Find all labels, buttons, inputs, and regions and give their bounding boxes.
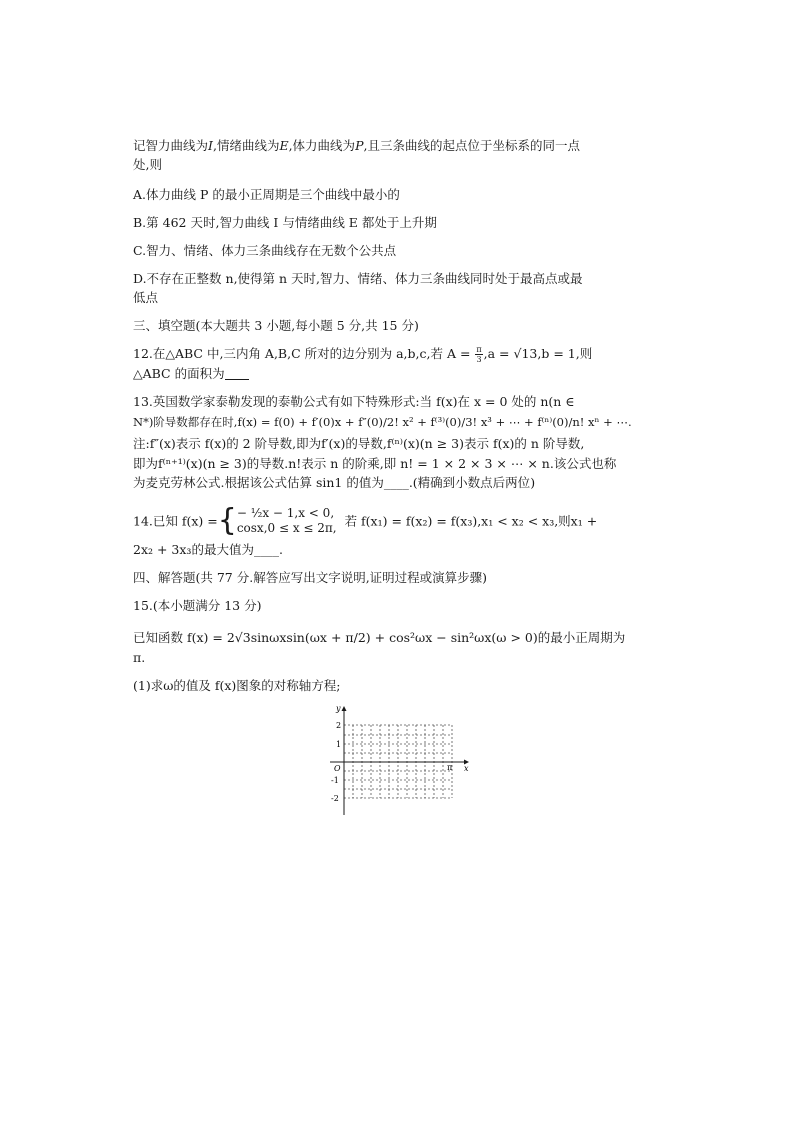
y-tick-neg2: -2 <box>331 794 339 803</box>
q15-line1: 已知函数 f(x) = 2√3sinωxsin(ωx + π/2) + cos²ωx − sin²ωx(ω > 0)的最小正周期为 <box>133 630 626 645</box>
option-c: C.智力、情绪、体力三条曲线存在无数个公共点 <box>133 243 397 258</box>
origin-label: O <box>334 764 341 773</box>
q11-stem-line2: 处,则 <box>133 157 162 172</box>
y-tick-1: 1 <box>336 740 342 749</box>
q13-line2: N*)阶导数都存在时,f(x) = f(0) + f′(0)x + f″(0)/2! x² + f⁽³⁾(0)/3! x³ + ⋯ + f⁽ⁿ⁾(0)/n! xⁿ + ⋯. <box>133 415 632 429</box>
piecewise-brace: { <box>217 503 237 538</box>
q13-line1: 13.英国数学家泰勒发现的泰勒公式有如下特殊形式:当 f(x)在 x = 0 处的 n(n ∈ <box>133 394 575 409</box>
y-axis-label: y <box>336 704 341 713</box>
pi-tick-label: π <box>447 763 453 772</box>
section-4-heading: 四、解答题(共 77 分.解答应写出文字说明,证明过程或演算步骤) <box>133 570 488 585</box>
q13-line4: 即为f⁽ⁿ⁺¹⁾(x)(n ≥ 3)的导数.n!表示 n 的阶乘,即 n! = 1 × 2 × 3 × ⋯ × n.该公式也称 <box>133 456 617 471</box>
q12-fraction: $\frac{\pi}{3}$ <box>476 345 482 364</box>
section-3-heading: 三、填空题(本大题共 3 小题,每小题 5 分,共 15 分) <box>133 318 419 333</box>
coordinate-grid-figure <box>322 703 472 818</box>
q12-line1: 12.在△ABC 中,三内角 A,B,C 所对的边分别为 a,b,c,若 A = $\frac{\pi}{3}$ ,a = √13,b = 1,则 <box>133 345 593 364</box>
q15-line2: π. <box>133 650 146 665</box>
piecewise-cases: − ½x − 1,x < 0, cosx,0 ≤ x ≤ 2π, <box>236 506 337 535</box>
q14-line2: 2x₂ + 3x₃的最大值为____. <box>133 542 283 557</box>
option-d-line2: 低点 <box>133 290 159 305</box>
q11-stem-line1: 记智力曲线为I,情绪曲线为E,体力曲线为P,且三条曲线的起点位于坐标系的同一点 <box>133 138 580 153</box>
y-tick-2: 2 <box>336 721 342 730</box>
q15-title: 15.(本小题满分 13 分) <box>133 598 262 613</box>
q13-line3: 注:f″(x)表示 f(x)的 2 阶导数,即为f′(x)的导数,f⁽ⁿ⁾(x)(n ≥ 3)表示 f(x)的 n 阶导数, <box>133 436 585 451</box>
q14-line1: 14.已知 f(x) ={ − ½x − 1,x < 0, cosx,0 ≤ x ≤ 2π, 若 f(x₁) = f(x₂) = f(x₃),x₁ < x₂ < x₃,则x₁ + <box>133 503 598 538</box>
q15-part1: (1)求ω的值及 f(x)图象的对称轴方程; <box>133 678 341 693</box>
q13-line5: 为麦克劳林公式.根据该公式估算 sin1 的值为____.(精确到小数点后两位) <box>133 475 536 490</box>
y-tick-neg1: -1 <box>331 776 339 785</box>
option-a: A.体力曲线 P 的最小正周期是三个曲线中最小的 <box>133 187 400 202</box>
answer-blank <box>225 367 249 380</box>
y-axis-arrow <box>342 706 347 711</box>
coordinate-grid-svg <box>322 703 472 818</box>
q12-line2: △ABC 的面积为 <box>133 364 653 383</box>
option-b: B.第 462 天时,智力曲线 I 与情绪曲线 E 都处于上升期 <box>133 215 437 230</box>
option-d-line1: D.不存在正整数 n,使得第 n 天时,智力、情绪、体力三条曲线同时处于最高点或最 <box>133 271 583 286</box>
x-axis-label: x <box>464 764 469 773</box>
